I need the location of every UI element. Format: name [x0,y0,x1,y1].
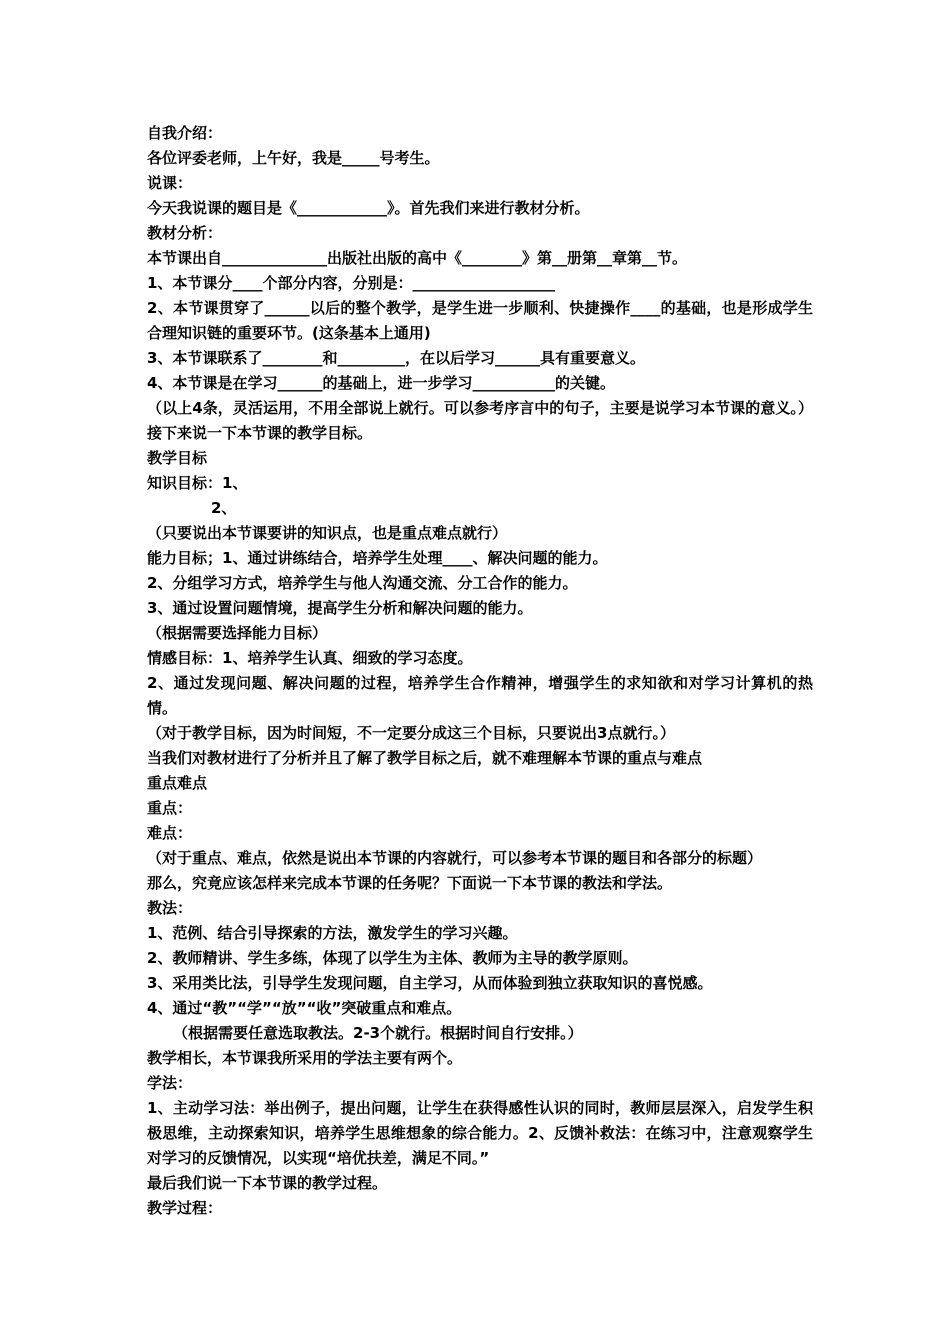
transition-3: 教学相长，本节课我所采用的学法主要有两个。 [147,1049,463,1067]
transition-2: 那么，究竟应该怎样来完成本节课的任务呢？下面说一下本节课的教法和学法。 [147,874,673,892]
ability-note: （根据需要选择能力目标） [147,624,328,642]
transition-1: 当我们对教材进行了分析并且了解了教学目标之后，就不难理解本节课的重点与难点 [147,749,703,767]
emotion-goal-1: 情感目标：1、培养学生认真、细致的学习态度。 [147,649,473,667]
analysis-point-1: 1、本节课分____个部分内容，分别是：___________________ [147,274,555,292]
document-body [147,121,813,1221]
talk-line: 今天我说课的题目是《____________》。首先我们来进行教材分析。 [147,199,590,217]
method-1: 1、范例、结合引导探索的方法，激发学生的学习兴趣。 [147,924,518,942]
section-heading-analysis: 教材分析： [147,224,223,242]
section-heading-goals: 教学目标 [147,449,208,467]
section-heading-key: 重点难点 [147,774,208,792]
section-heading-method: 教法： [147,899,193,917]
transition-4: 最后我们说一下本节课的教学过程。 [147,1174,388,1192]
emotion-goal-2: 2、通过发现问题、解决问题的过程，培养学生合作精神，增强学生的求知欲和对学习计算机的热情。 [147,674,813,717]
analysis-point-2: 2、本节课贯穿了______以后的整个教学，是学生进一步顺利、快捷操作____的基础，也是形成学生合理知识链的重要环节。(这条基本上通用) [147,299,813,342]
method-2: 2、教师精讲、学生多练，体现了以学生为主体、教师为主导的教学原则。 [147,949,638,967]
source-line: 本节课出自______________出版社出版的高中《________》第__册第__章第__节。 [147,249,688,267]
knowledge-goal-2: 2、 [211,499,237,517]
section-heading-study: 学法： [147,1074,193,1092]
goals-note: （对于教学目标，因为时间短，不一定要分成这三个目标，只要说出3点就行。） [147,724,675,742]
method-4: 4、通过“教”“学”“放”“收”突破重点和难点。 [147,999,462,1017]
key-note: （对于重点、难点，依然是说出本节课的内容就行，可以参考本节课的题目和各部分的标题） [147,849,763,867]
method-3: 3、采用类比法，引导学生发现问题，自主学习，从而体验到独立获取知识的喜悦感。 [147,974,713,992]
ability-goal-2: 2、分组学习方式，培养学生与他人沟通交流、分工合作的能力。 [147,574,578,592]
method-note: （根据需要任意选取教法。2-3个就行。根据时间自行安排。） [173,1024,583,1042]
ability-goal-1: 能力目标；1、通过讲练结合，培养学生处理____、解决问题的能力。 [147,549,608,567]
section-heading-talk: 说课： [147,174,193,192]
analysis-point-4: 4、本节课是在学习______的基础上，进一步学习___________的关键。 [147,374,615,392]
section-heading-process: 教学过程： [147,1199,223,1217]
intro-line: 各位评委老师，上午好，我是_____号考生。 [147,149,440,167]
difficulty-point: 难点： [147,824,193,842]
knowledge-goal-1: 知识目标：1、 [147,474,248,492]
knowledge-note: （只要说出本节课要讲的知识点，也是重点难点就行） [147,524,508,542]
section-heading-intro: 自我介绍： [147,124,223,142]
analysis-note: （以上4条，灵活运用，不用全部说上就行。可以参考序言中的句子，主要是说学习本节课的意义。）接下来说一下本节课的教学目标。 [147,399,813,442]
key-point: 重点： [147,799,193,817]
study-methods: 1、主动学习法：举出例子，提出问题，让学生在获得感性认识的同时，教师层层深入，启发学生积极思维，主动探索知识，培养学生思维想象的综合能力。2、反馈补救法：在练习中，注意观察学生对学习的反馈情况，以实现“培优扶差，满足不同。” [147,1099,813,1167]
ability-goal-3: 3、通过设置问题情境，提高学生分析和解决问题的能力。 [147,599,533,617]
analysis-point-3: 3、本节课联系了________和_________，在以后学习______具有重要意义。 [147,349,645,367]
